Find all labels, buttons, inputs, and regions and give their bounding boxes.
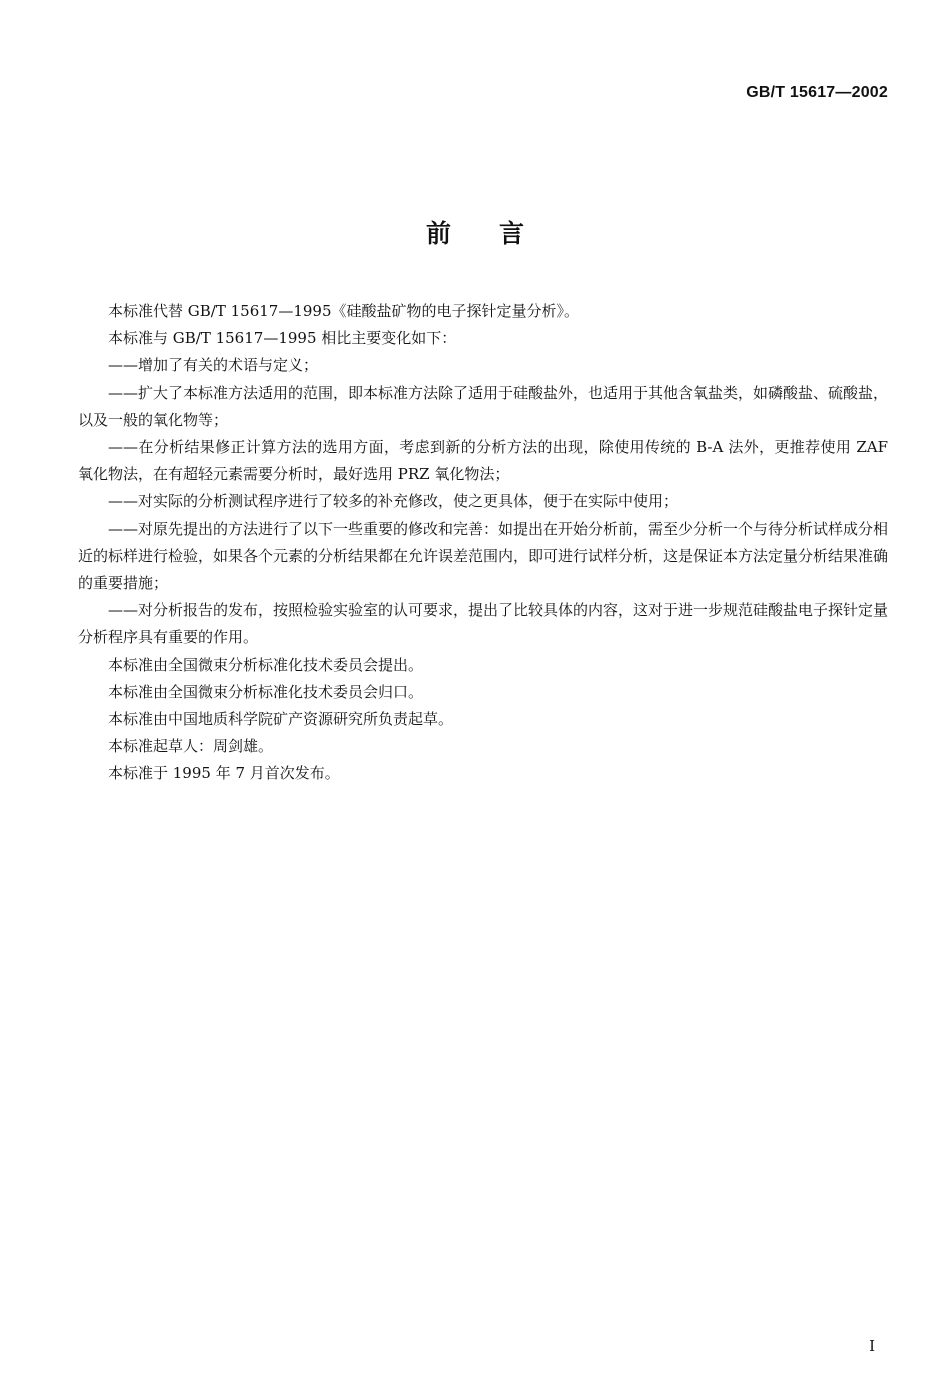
page-title: 前言 <box>425 219 572 248</box>
page-number: I <box>869 1337 875 1355</box>
paragraph: ——对实际的分析测试程序进行了较多的补充修改，使之更具体，便于在实际中使用； <box>108 492 679 511</box>
paragraph: 本标准于 1995 年 7 月首次发布。 <box>108 764 340 783</box>
standard-code: GB/T 15617—2002 <box>746 84 888 101</box>
foreword-body <box>78 298 888 788</box>
paragraph: ——对分析报告的发布，按照检验实验室的认可要求，提出了比较具体的内容，这对于进一步规范硅酸盐电子探针定量分析程序具有重要的作用。 <box>78 601 889 647</box>
paragraph: 本标准由全国微束分析标准化技术委员会提出。 <box>108 655 424 674</box>
paragraph: 本标准由中国地质科学院矿产资源研究所负责起草。 <box>108 710 454 729</box>
paragraph: ——扩大了本标准方法适用的范围，即本标准方法除了适用于硅酸盐外，也适用于其他含氧盐类，如磷酸盐、硫酸盐，以及一般的氧化物等； <box>78 383 889 429</box>
paragraph: ——对原先提出的方法进行了以下一些重要的修改和完善：如提出在开始分析前，需至少分析一个与待分析试样成分相近的标样进行检验，如果各个元素的分析结果都在允许误差范围内，即可进行试样分析，这是保证本方法定量分析结果准确的重要措施； <box>78 519 889 593</box>
paragraph: 本标准由全国微束分析标准化技术委员会归口。 <box>108 682 424 701</box>
paragraph: ——增加了有关的术语与定义； <box>108 356 319 375</box>
paragraph: 本标准起草人：周剑雄。 <box>108 737 274 756</box>
paragraph: ——在分析结果修正计算方法的选用方面，考虑到新的分析方法的出现，除使用传统的 B-A 法外，更推荐使用 ZAF 氧化物法，在有超轻元素需要分析时，最好选用 PRZ 氧化物法； <box>78 438 888 484</box>
paragraph: 本标准与 GB/T 15617—1995 相比主要变化如下： <box>108 329 457 348</box>
paragraph: 本标准代替 GB/T 15617—1995《硅酸盐矿物的电子探针定量分析》。 <box>108 302 579 320</box>
